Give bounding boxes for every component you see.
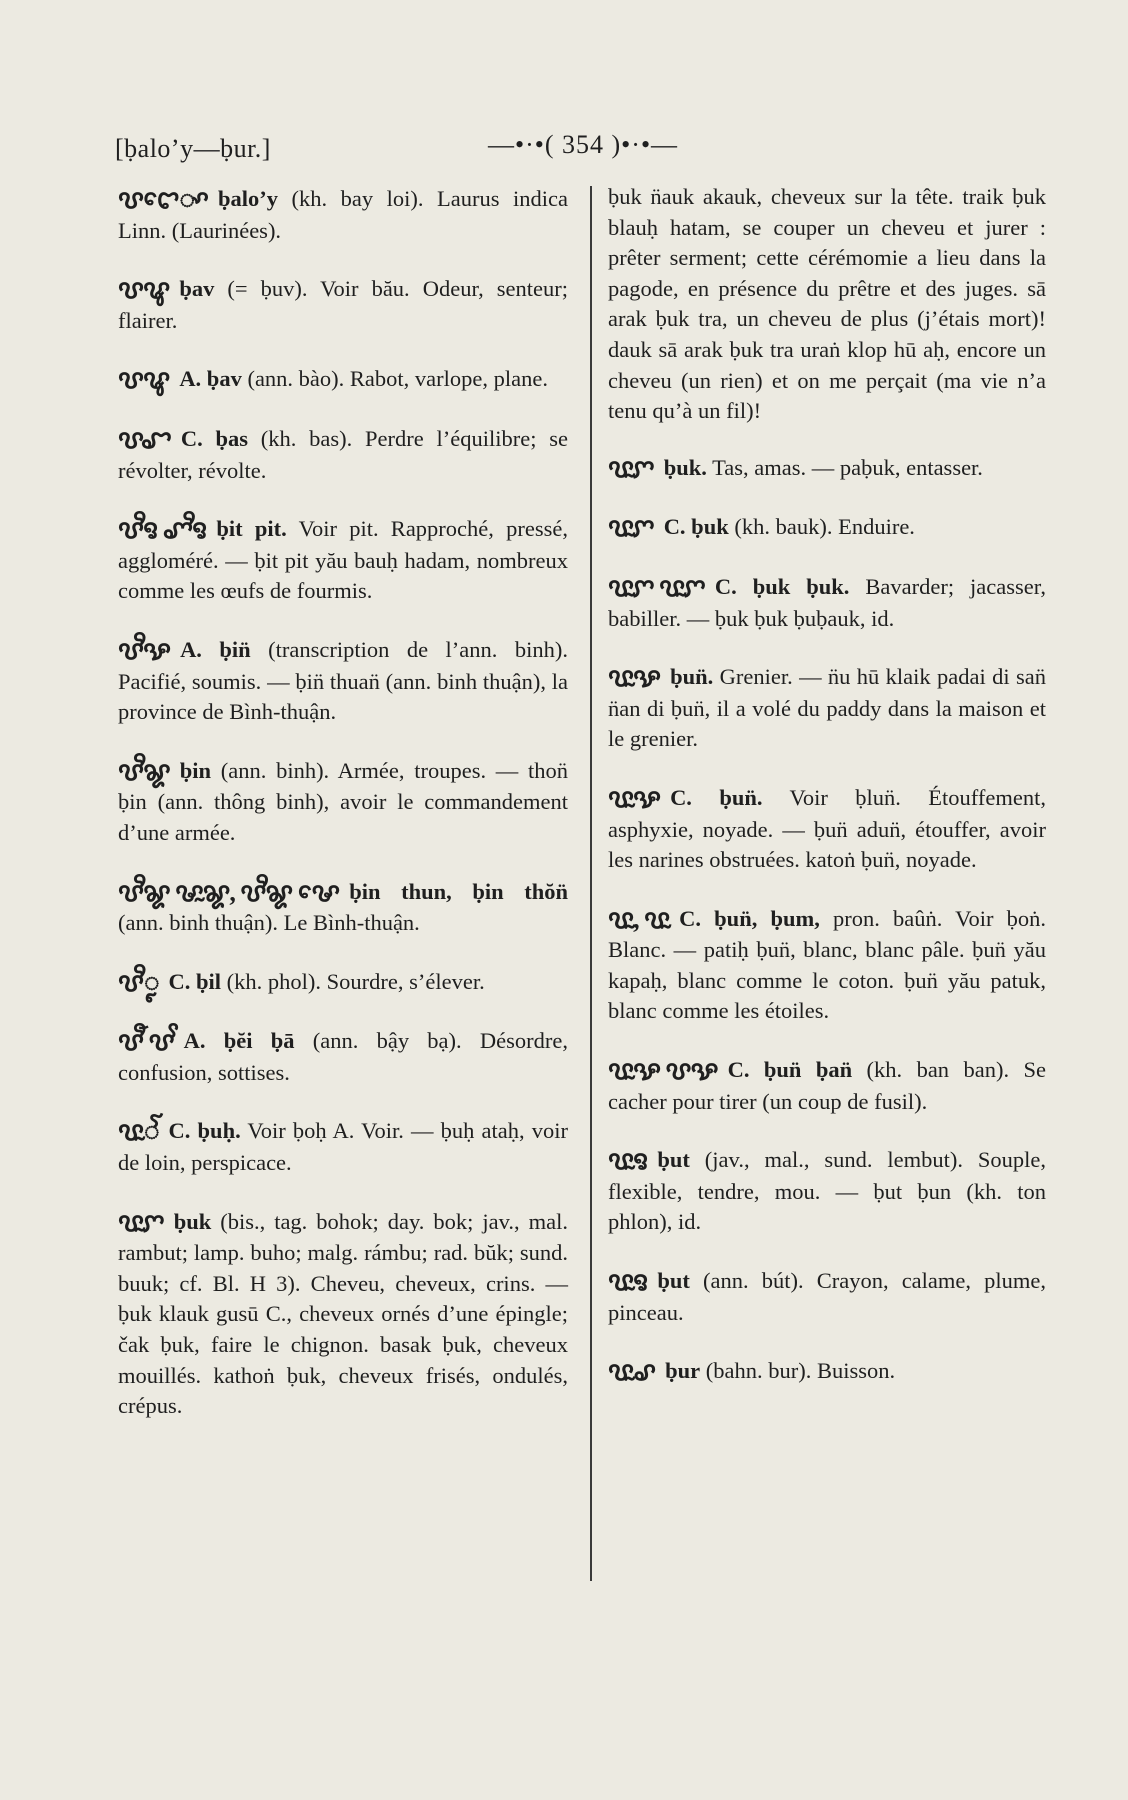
entry-continuation: ḅuk n̈auk akauk, cheveux sur la tête. traik ḅuk blauḥ hatam, se couper un cheveu et jurer : prêter serment; cette cérémomie a lieu dans la pagode, en présence du prêtre et des juges. sā arak ḅuk tra, un cheveu de plus (j’étais mort)! dauk sā arak ḅuk tra uraṅ klop hū aḥ, encore un cheveu (un rien) et on me perçait (ma vie n’a tenu qu’à un fil)! (608, 184, 1046, 424)
entry-definition: (jav., mal., sund. lembut). Souple, flexible, tendre, mou. — ḅut ḅun (kh. ton phlon), id. (608, 1147, 1046, 1235)
dictionary-entry (118, 274, 568, 336)
entry-definition: Tas, amas. — paḅuk, entasser. (706, 454, 983, 480)
guide-word: [ḅalo’y—ḅur.] (115, 134, 271, 163)
dictionary-entry (118, 424, 568, 486)
dictionary-entry (608, 1145, 1046, 1238)
entry-definition: (kh. bas). Perdre l’équilibre; se révolter, révolte. (118, 425, 568, 483)
cham-script-word: ꨝꨭꨊ (608, 783, 661, 813)
entry-definition: (kh. bauk). Enduire. (728, 514, 915, 540)
cham-script-word: ꨝꨭꨆ ꨝꨭꨆ (608, 572, 705, 602)
entry-definition: (kh. bay loi). Laurus indica Linn. (Laurinées). (118, 186, 568, 243)
cham-script-word: ꨝꨧ (118, 424, 171, 454)
entry-headword: A. ḅav (179, 366, 242, 392)
right-column (608, 182, 1046, 1416)
dictionary-entry (608, 1356, 1046, 1388)
dictionary-entry (608, 453, 1046, 485)
dictionary-entry (118, 635, 568, 728)
entry-definition: pron. baûṅ. Voir ḅoṅ. Blanc. — patiḥ ḅun̈, blanc, blanc pâle. ḅun̈ yău kapaḥ, blanc comme le coton. ḅun̈ yău patuk, blanc comme les étoiles. (608, 905, 1047, 1024)
column-divider (590, 186, 592, 1581)
entry-definition: Grenier. — n̈u hū klaik padai di san̈ n̈an di ḅun̈, il a volé du paddy dans la maison et le grenier. (608, 664, 1046, 752)
entry-headword: ḅun̈. (670, 664, 714, 690)
entry-definition: Bavarder; jacasser, babiller. — ḅuk ḅuk ḅuḅauk, id. (608, 573, 1046, 631)
dictionary-entry (118, 514, 568, 607)
entry-headword: ḅut (657, 1268, 690, 1294)
entry-definition: (ann. bào). Rabot, varlope, plane. (241, 366, 548, 392)
cham-script-word: ꨝꨪꨘ (118, 756, 170, 786)
entry-headword: C. ḅil (168, 968, 222, 994)
entry-definition: (kh. ban ban). Se cacher pour tirer (un coup de fusil). (608, 1057, 1046, 1114)
dictionary-entry (608, 904, 1046, 1027)
entry-definition: (bis., tag. bohok; day. bok; jav., mal. rambut; lamp. buho; malg. rámbu; rad. bŭk; sund. buuk; cf. Bl. H 3). Cheveu, cheveux, crins. — ḅuk klauk gusū C., cheveux ornés d’une épingle; čak ḅuk, faire le chignon. basak ḅuk, cheveux mouillés. kathoṅ ḅuk, cheveux frisés, ondulés, crépus. (118, 1208, 568, 1419)
dictionary-entry (118, 756, 568, 849)
cham-script-word: ꨝꨭꨊ ꨝꨊ (608, 1056, 718, 1086)
dictionary-entry (118, 184, 568, 246)
entry-definition: Voir ḅoḥ A. Voir. — ḅuḥ ataḥ, voir de loin, perspicace. (118, 1118, 568, 1176)
entry-headword: C. ḅuk (663, 514, 729, 540)
entry-definition: (bahn. bur). Buisson. (700, 1358, 896, 1384)
entry-definition: Voir ḅlun̈. Étouffement, asphyxie, noyade. — ḅun̈ adun̈, étouffer, avoir les narines obstruées. katoṅ ḅun̈, noyade. (608, 784, 1046, 873)
entry-headword: ḅin (179, 757, 212, 783)
dictionary-entry (118, 364, 568, 396)
entry-definition: (ann. binh thuận). Le Bình-thuận. (118, 910, 420, 936)
dictionary-entry (118, 1116, 568, 1178)
cham-script-word: ꨝꨭ, ꨝꨭ (608, 904, 670, 934)
cham-script-word: ꨝꨪꨅ ꨚꨪꨅ (118, 515, 207, 545)
entry-definition: (ann. binh). Armée, troupes. — thon̈ ḅin (ann. thông binh), avoir le commandement d’une armée. (118, 757, 568, 845)
entry-headword: C. ḅas (180, 425, 249, 451)
dictionary-entry (608, 1055, 1046, 1117)
entry-headword: ḅur (665, 1358, 701, 1384)
entry-definition: (= ḅuv). Voir bău. Odeur, senteur; flairer. (118, 276, 568, 333)
cham-script-word: ꨝꨬ ꨝꨩ (118, 1027, 174, 1057)
dictionary-entry (608, 572, 1046, 634)
dictionary-entry (608, 512, 1046, 544)
cham-script-word: ꨝꨭꨅ (608, 1146, 648, 1176)
dictionary-entry (118, 877, 568, 939)
entry-definition: (transcription de l’ann. binh). Pacifié, soumis. — ḅin̈ thuan̈ (ann. binh thuận), la province de Bình-thuận. (118, 636, 568, 725)
cham-script-word: ꨝꨤꨯꨳ (118, 185, 208, 214)
entry-headword: ḅin thun, ḅin thŏn̈ (349, 878, 568, 904)
dictionary-entry (608, 783, 1046, 876)
cham-script-word: ꨝꨪꨘ ꨔꨭꨘ, ꨝꨪꨘ ꨔꨯ (118, 877, 340, 907)
entry-definition: (kh. phol). Sourdre, s’élever. (221, 968, 485, 994)
entry-definition: (ann. bút). Crayon, calame, plume, pinceau. (608, 1268, 1046, 1325)
dictionary-entry (118, 1207, 568, 1422)
cham-script-word: ꨝꨭꨱ (118, 1117, 159, 1147)
dictionary-entry (608, 662, 1046, 755)
cham-script-word: ꨝꨥ (118, 275, 170, 305)
cham-script-word: ꨝꨭꨆ (608, 513, 654, 543)
entry-headword: ḅalo’y (218, 186, 279, 211)
entry-headword: ḅav (179, 276, 215, 302)
entry-definition: Voir pit. Rapproché, pressé, aggloméré. — ḅit pit yău bauḥ hadam, nombreux comme les œufs de fourmis. (118, 516, 568, 604)
page-number: —•·•( 354 )•·•— (488, 130, 679, 159)
cham-script-word: ꨝꨪꨵ (118, 967, 159, 997)
cham-script-word: ꨝꨪꨊ (118, 635, 171, 665)
entry-headword: A. ḅin̈ (180, 636, 251, 662)
dictionary-entry (118, 967, 568, 999)
entry-headword: C. ḅun̈ ḅan̈ (727, 1057, 853, 1083)
dictionary-entry (118, 1026, 568, 1088)
entry-headword: C. ḅun̈. (670, 784, 763, 810)
dictionary-entry (608, 1266, 1046, 1328)
cham-script-word: ꨝꨥ (118, 365, 170, 395)
entry-headword: ḅit pit. (216, 516, 287, 542)
cham-script-word: ꨝꨭꨅ (608, 1267, 648, 1297)
cham-script-word: ꨝꨭꨆ (118, 1207, 164, 1237)
entry-headword: C. ḅuḥ. (168, 1118, 241, 1144)
entry-headword: C. ḅuk ḅuk. (714, 573, 850, 599)
entry-headword: ḅuk (173, 1208, 212, 1234)
entry-headword: ḅuk. (663, 454, 707, 480)
entry-definition: (ann. bậy bạ). Désordre, confusion, sottises. (118, 1028, 568, 1085)
cham-script-word: ꨝꨭꨆ (608, 453, 654, 483)
entry-headword: C. ḅun̈, ḅum, (679, 905, 820, 931)
left-column (118, 184, 568, 1450)
entry-headword: A. ḅĕi ḅā (183, 1028, 295, 1054)
cham-script-word: ꨝꨭꨊ (608, 663, 661, 693)
cham-script-word: ꨝꨭꨣ (608, 1357, 656, 1387)
entry-headword: ḅut (657, 1147, 690, 1173)
